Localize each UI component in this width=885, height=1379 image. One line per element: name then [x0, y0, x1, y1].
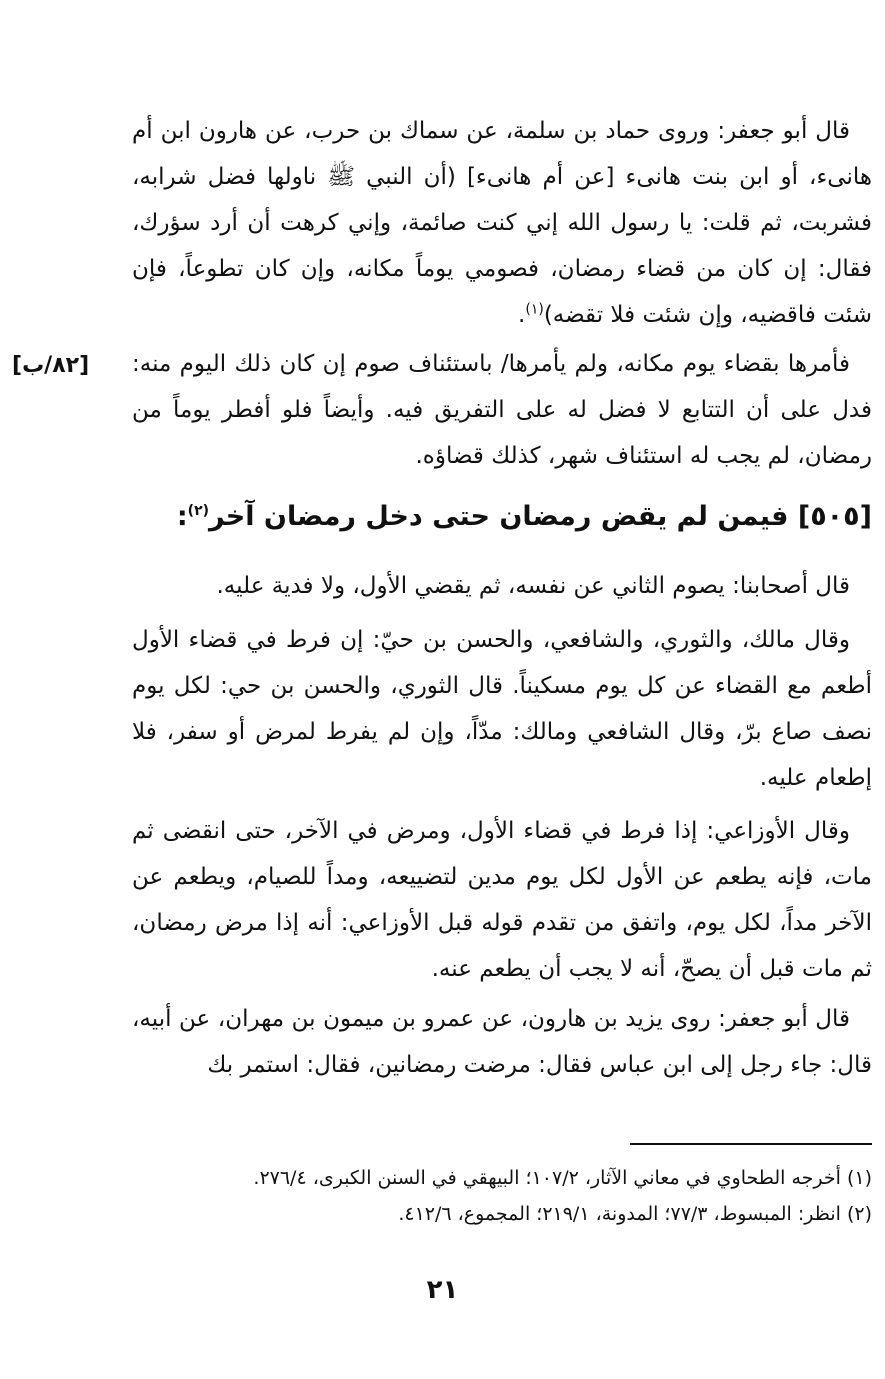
paragraph-text: وقال الأوزاعي: إذا فرط في قضاء الأول، ومرض في الآخر، حتى انقضى ثم مات، فإنه يطعم عن الأول لكل يوم مدين لتضييعه، ومداً للصيام، ويطعم عن الآخر مداً، لكل يوم، واتفق من تقدم قوله قبل الأوزاعي: أنه إذا مرض رمضان، ثم مات قبل أن يصحّ، أنه لا يجب أن يطعم عنه. — [132, 818, 872, 982]
footnote-text: أخرجه الطحاوي في معاني الآثار، ١٠٧/٢؛ البيهقي في السنن الكبرى، ٢٧٦/٤. — [253, 1167, 841, 1189]
section-heading-colon: : — [176, 501, 188, 532]
footnote-1 — [132, 1160, 872, 1196]
paragraph-text: وقال مالك، والثوري، والشافعي، والحسن بن حيّ: إن فرط في قضاء الأول أطعم مع القضاء عن كل يوم مسكيناً. قال الثوري، والحسن بن حي: لكل يوم نصف صاع برّ، وقال الشافعي ومالك: مدّاً، وإن لم يفرط لمرض أو سفر، فلا إطعام عليه. — [132, 627, 872, 791]
footnote-2 — [132, 1196, 872, 1232]
footnote-marker: (١) — [846, 1167, 872, 1189]
footnote-text: انظر: المبسوط، ٧٧/٣؛ المدونة، ٢١٩/١؛ المجموع، ٤١٢/٦. — [398, 1203, 841, 1225]
section-heading — [132, 494, 872, 540]
paragraph-awzai — [132, 808, 872, 992]
page-number: ٢١ — [426, 1275, 459, 1305]
footnotes — [132, 1160, 872, 1232]
footnote-separator — [630, 1143, 872, 1145]
paragraph-text: قال أبو جعفر: وروى حماد بن سلمة، عن سماك بن حرب، عن هارون ابن أم هانىء، أو ابن بنت هانىء [عن أم هانىء] (أن النبي ﷺ ناولها فضل شرابه، فشربت، ثم قلت: يا رسول الله إني كنت صائمة، وإني كرهت أن أرد سؤرك، فقال: إن كان من قضاء رمضان، فصومي يوماً مكانه، وإن كان تطوعاً، فإن شئت فاقضيه، وإن شئت فلا تقضه) — [132, 118, 872, 328]
paragraph-yazid-bin-harun — [132, 996, 872, 1088]
paragraph-end-mark: . — [518, 302, 526, 328]
footnote-marker: (٢) — [846, 1203, 872, 1225]
paragraph-make-up-day — [132, 341, 872, 479]
paragraph-text: قال أبو جعفر: روى يزيد بن هارون، عن عمرو بن ميمون بن مهران، عن أبيه، قال: جاء رجل إلى ابن عباس فقال: مرضت رمضانين، فقال: استمر بك — [132, 1006, 872, 1078]
footnote-reference-2: (٢) — [187, 503, 210, 519]
section-number: [٥٠٥] — [797, 501, 872, 532]
paragraph-our-companions — [132, 563, 872, 609]
paragraph-text: فأمرها بقضاء يوم مكانه، ولم يأمرها/ باستئناف صوم إن كان ذلك اليوم منه: فدل على أن التتابع لا فضل له على التفريق فيه. وأيضاً فلو أفطر يوماً من رمضان، لم يجب له استئناف شهر، كذلك قضاؤه. — [132, 351, 872, 469]
footnote-reference-1: (١) — [525, 301, 544, 318]
manuscript-folio-reference: [٨٢/ب] — [12, 353, 90, 378]
paragraph-abu-jafar-hammad — [132, 108, 872, 338]
section-title: فيمن لم يقض رمضان حتى دخل رمضان آخر — [209, 501, 789, 532]
paragraph-malik-thawri — [132, 617, 872, 801]
paragraph-text: قال أصحابنا: يصوم الثاني عن نفسه، ثم يقضي الأول، ولا فدية عليه. — [216, 573, 850, 599]
